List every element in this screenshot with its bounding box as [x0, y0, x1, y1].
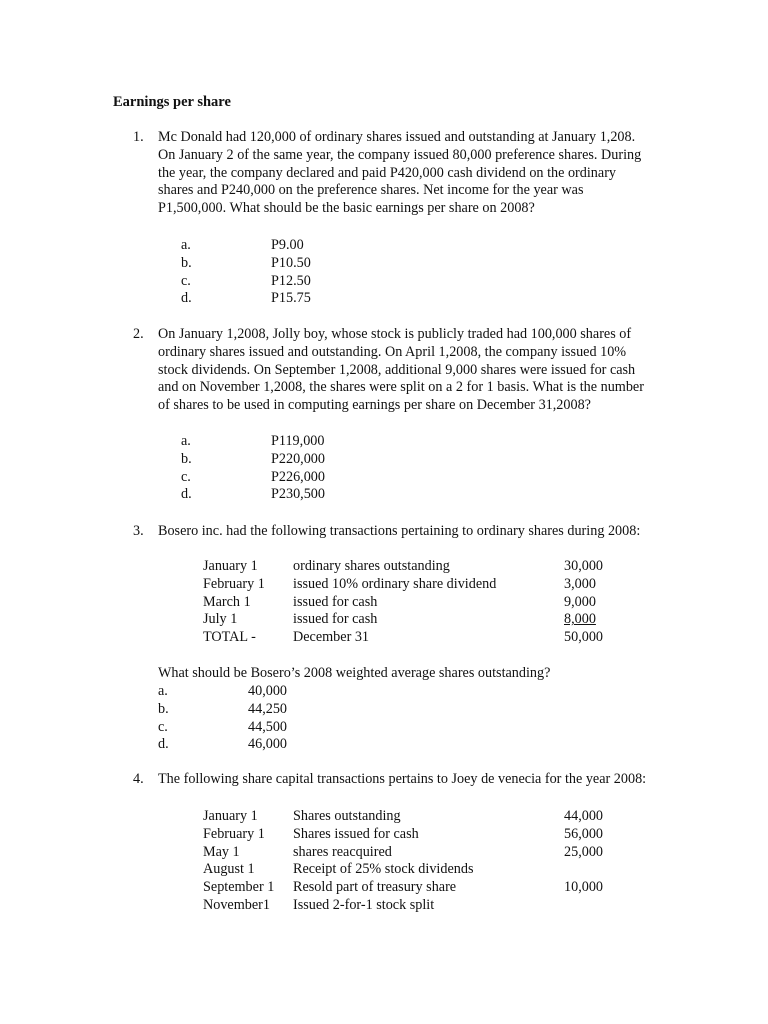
option-c: c. P12.50 — [181, 272, 311, 289]
transaction-row: July 1 issued for cash 8,000 — [203, 611, 596, 628]
question-number: 4. — [133, 771, 144, 787]
transaction-row: February 1 issued 10% ordinary share dividend 3,000 — [203, 575, 596, 592]
question-3-transactions — [203, 558, 623, 647]
question-3-prompt: What should be Bosero’s 2008 weighted average shares outstanding? — [158, 665, 551, 681]
option-b: b. P10.50 — [181, 254, 311, 271]
transaction-row: September 1 Resold part of treasury share 10,000 — [203, 879, 604, 896]
option-c: c. 44,500 — [158, 718, 288, 735]
question-number: 2. — [133, 326, 144, 342]
transaction-row: August 1 Receipt of 25% stock dividends — [203, 861, 474, 878]
question-4 — [133, 771, 653, 789]
question-number: 3. — [133, 523, 144, 539]
option-b: b. 44,250 — [158, 700, 288, 717]
question-1-options — [181, 237, 381, 308]
question-3 — [133, 523, 653, 541]
option-a: a. P119,000 — [181, 433, 325, 449]
option-d: d. 46,000 — [158, 736, 288, 753]
question-2 — [133, 326, 653, 415]
transaction-row: February 1 Shares issued for cash 56,000 — [203, 825, 604, 842]
transaction-row: November1 Issued 2-for-1 stock split — [203, 896, 435, 913]
question-text: Mc Donald had 120,000 of ordinary shares issued and outstanding at January 1,208. On January 2 of the same year, the company issued 80,000 preference shares. During the year, the company declared and paid P420,000 cash dividend on the ordinary shares and P240,000 on the preference shares. Net income for the year was P1,500,000. What should be the basic earnings per share on 2008? — [158, 129, 642, 217]
option-c: c. P226,000 — [181, 468, 325, 485]
question-number: 1. — [133, 129, 144, 145]
option-a: a. P9.00 — [181, 237, 304, 253]
option-d: d. P15.75 — [181, 290, 311, 307]
question-2-options — [181, 433, 381, 504]
transaction-row: March 1 issued for cash 9,000 — [203, 593, 596, 610]
transaction-row: January 1 Shares outstanding 44,000 — [203, 808, 604, 824]
question-text: On January 1,2008, Jolly boy, whose stock is publicly traded had 100,000 shares of ordinary shares issued and outstanding. On April 1,2008, the company issued 10% stock dividends. On September 1,2008, additional 9,000 shares were issued for cash and on November 1,2008, the shares were split on a 2 for 1 basis. What is the number of shares to be used in computing earnings per share on December 31,2008? — [158, 326, 644, 414]
transaction-row: May 1 shares reacquired 25,000 — [203, 843, 604, 860]
page-title: Earnings per share — [113, 94, 231, 110]
question-text: The following share capital transactions pertains to Joey de venecia for the year 2008: — [158, 771, 647, 787]
option-d: d. P230,500 — [181, 486, 325, 503]
question-4-transactions — [203, 808, 623, 915]
option-b: b. P220,000 — [181, 450, 325, 467]
transaction-total-row: TOTAL - December 31 50,000 — [203, 629, 604, 646]
question-text: Bosero inc. had the following transactions pertaining to ordinary shares during 2008: — [158, 523, 641, 539]
option-a: a. 40,000 — [158, 683, 288, 699]
question-1 — [133, 129, 653, 218]
transaction-row: January 1 ordinary shares outstanding 30,000 — [203, 558, 604, 574]
question-3-options — [158, 683, 358, 754]
